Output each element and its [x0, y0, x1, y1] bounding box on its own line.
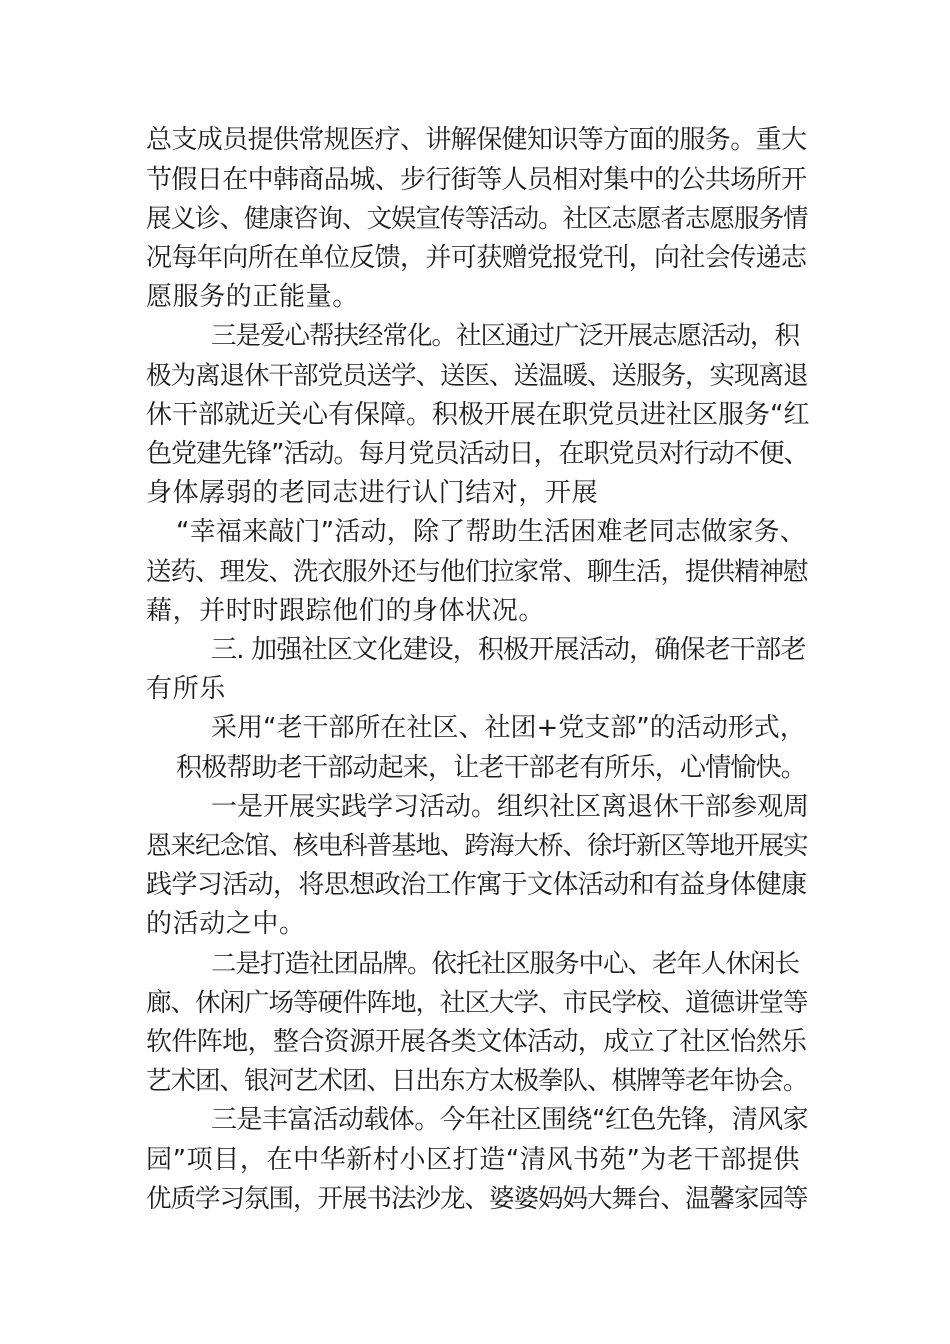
paragraph-first-line: 二是打造社团品牌。依托社区服务中心、老年人休闲长 [211, 949, 800, 979]
paragraph-first-line: 三是丰富活动载体。今年社区围绕“红色先锋，清风家 [211, 1105, 809, 1135]
text-line: 优质学习氛围，开展书法沙龙、婆婆妈妈大舞台、温馨家园等 [146, 1184, 808, 1214]
text-line: 藉，并时时跟踪他们的身体状况。 [146, 596, 546, 626]
text-line: 园”项目，在中华新村小区打造“清风书苑”为老干部提供 [146, 1145, 801, 1175]
text-line: 总支成员提供常规医疗、讲解保健知识等方面的服务。重大 [146, 125, 807, 155]
text-line: 极为离退休干部党员送学、送医、送温暖、送服务，实现离退 [146, 361, 808, 391]
text-line: 恩来纪念馆、核电科普基地、跨海大桥、徐圩新区等地开展实 [146, 831, 808, 861]
text-line: 软件阵地，整合资源开展各类文体活动，成立了社区怡然乐 [146, 1027, 807, 1057]
text-line: 况每年向所在单位反馈，并可获赠党报党刊，向社会传递志 [146, 243, 807, 273]
text-line: 践学习活动，将思想政治工作寓于文体活动和有益身体健康 [146, 870, 807, 900]
text-line: 的活动之中。 [146, 909, 306, 939]
text-line: 色党建先锋”活动。每月党员活动日，在职党员对行动不便、 [146, 439, 809, 469]
text-line: 身体孱弱的老同志进行认门结对，开展 [146, 478, 599, 508]
text-line: 休干部就近关心有保障。积极开展在职党员进社区服务“红 [146, 400, 810, 430]
text-line: 积极帮助老干部动起来，让老干部老有所乐，心情愉快。 [176, 753, 807, 783]
text-line: 送药、理发、洗衣服外还与他们拉家常、聊生活，提供精神慰 [146, 557, 808, 587]
text-line: 展义诊、健康咨询、文娱宣传等活动。社区志愿者志愿服务情 [146, 204, 808, 234]
paragraph-first-line: 一是开展实践学习活动。组织社区离退休干部参观周 [211, 792, 810, 822]
paragraph-first-line: 三是爱心帮扶经常化。社区通过广泛开展志愿活动，积 [211, 321, 800, 351]
section-heading: 三. 加强社区文化建设，积极开展活动，确保老干部老 [211, 635, 806, 665]
text-line: 艺术团、银河艺术团、日出东方太极拳队、棋牌等老年协会。 [146, 1066, 808, 1096]
paragraph-first-line: “幸福来敲门”活动，除了帮助生活困难老同志做家务、 [176, 517, 806, 547]
section-heading-continued: 有所乐 [146, 674, 226, 704]
text-line: 愿服务的正能量。 [146, 282, 359, 312]
paragraph-first-line: 采用“老干部所在社区、社团+党支部”的活动形式， [211, 713, 806, 743]
text-line: 节假日在中韩商品城、步行街等人员相对集中的公共场所开 [146, 165, 807, 195]
text-line: 廊、休闲广场等硬件阵地，社区大学、市民学校、道德讲堂等 [146, 988, 808, 1018]
